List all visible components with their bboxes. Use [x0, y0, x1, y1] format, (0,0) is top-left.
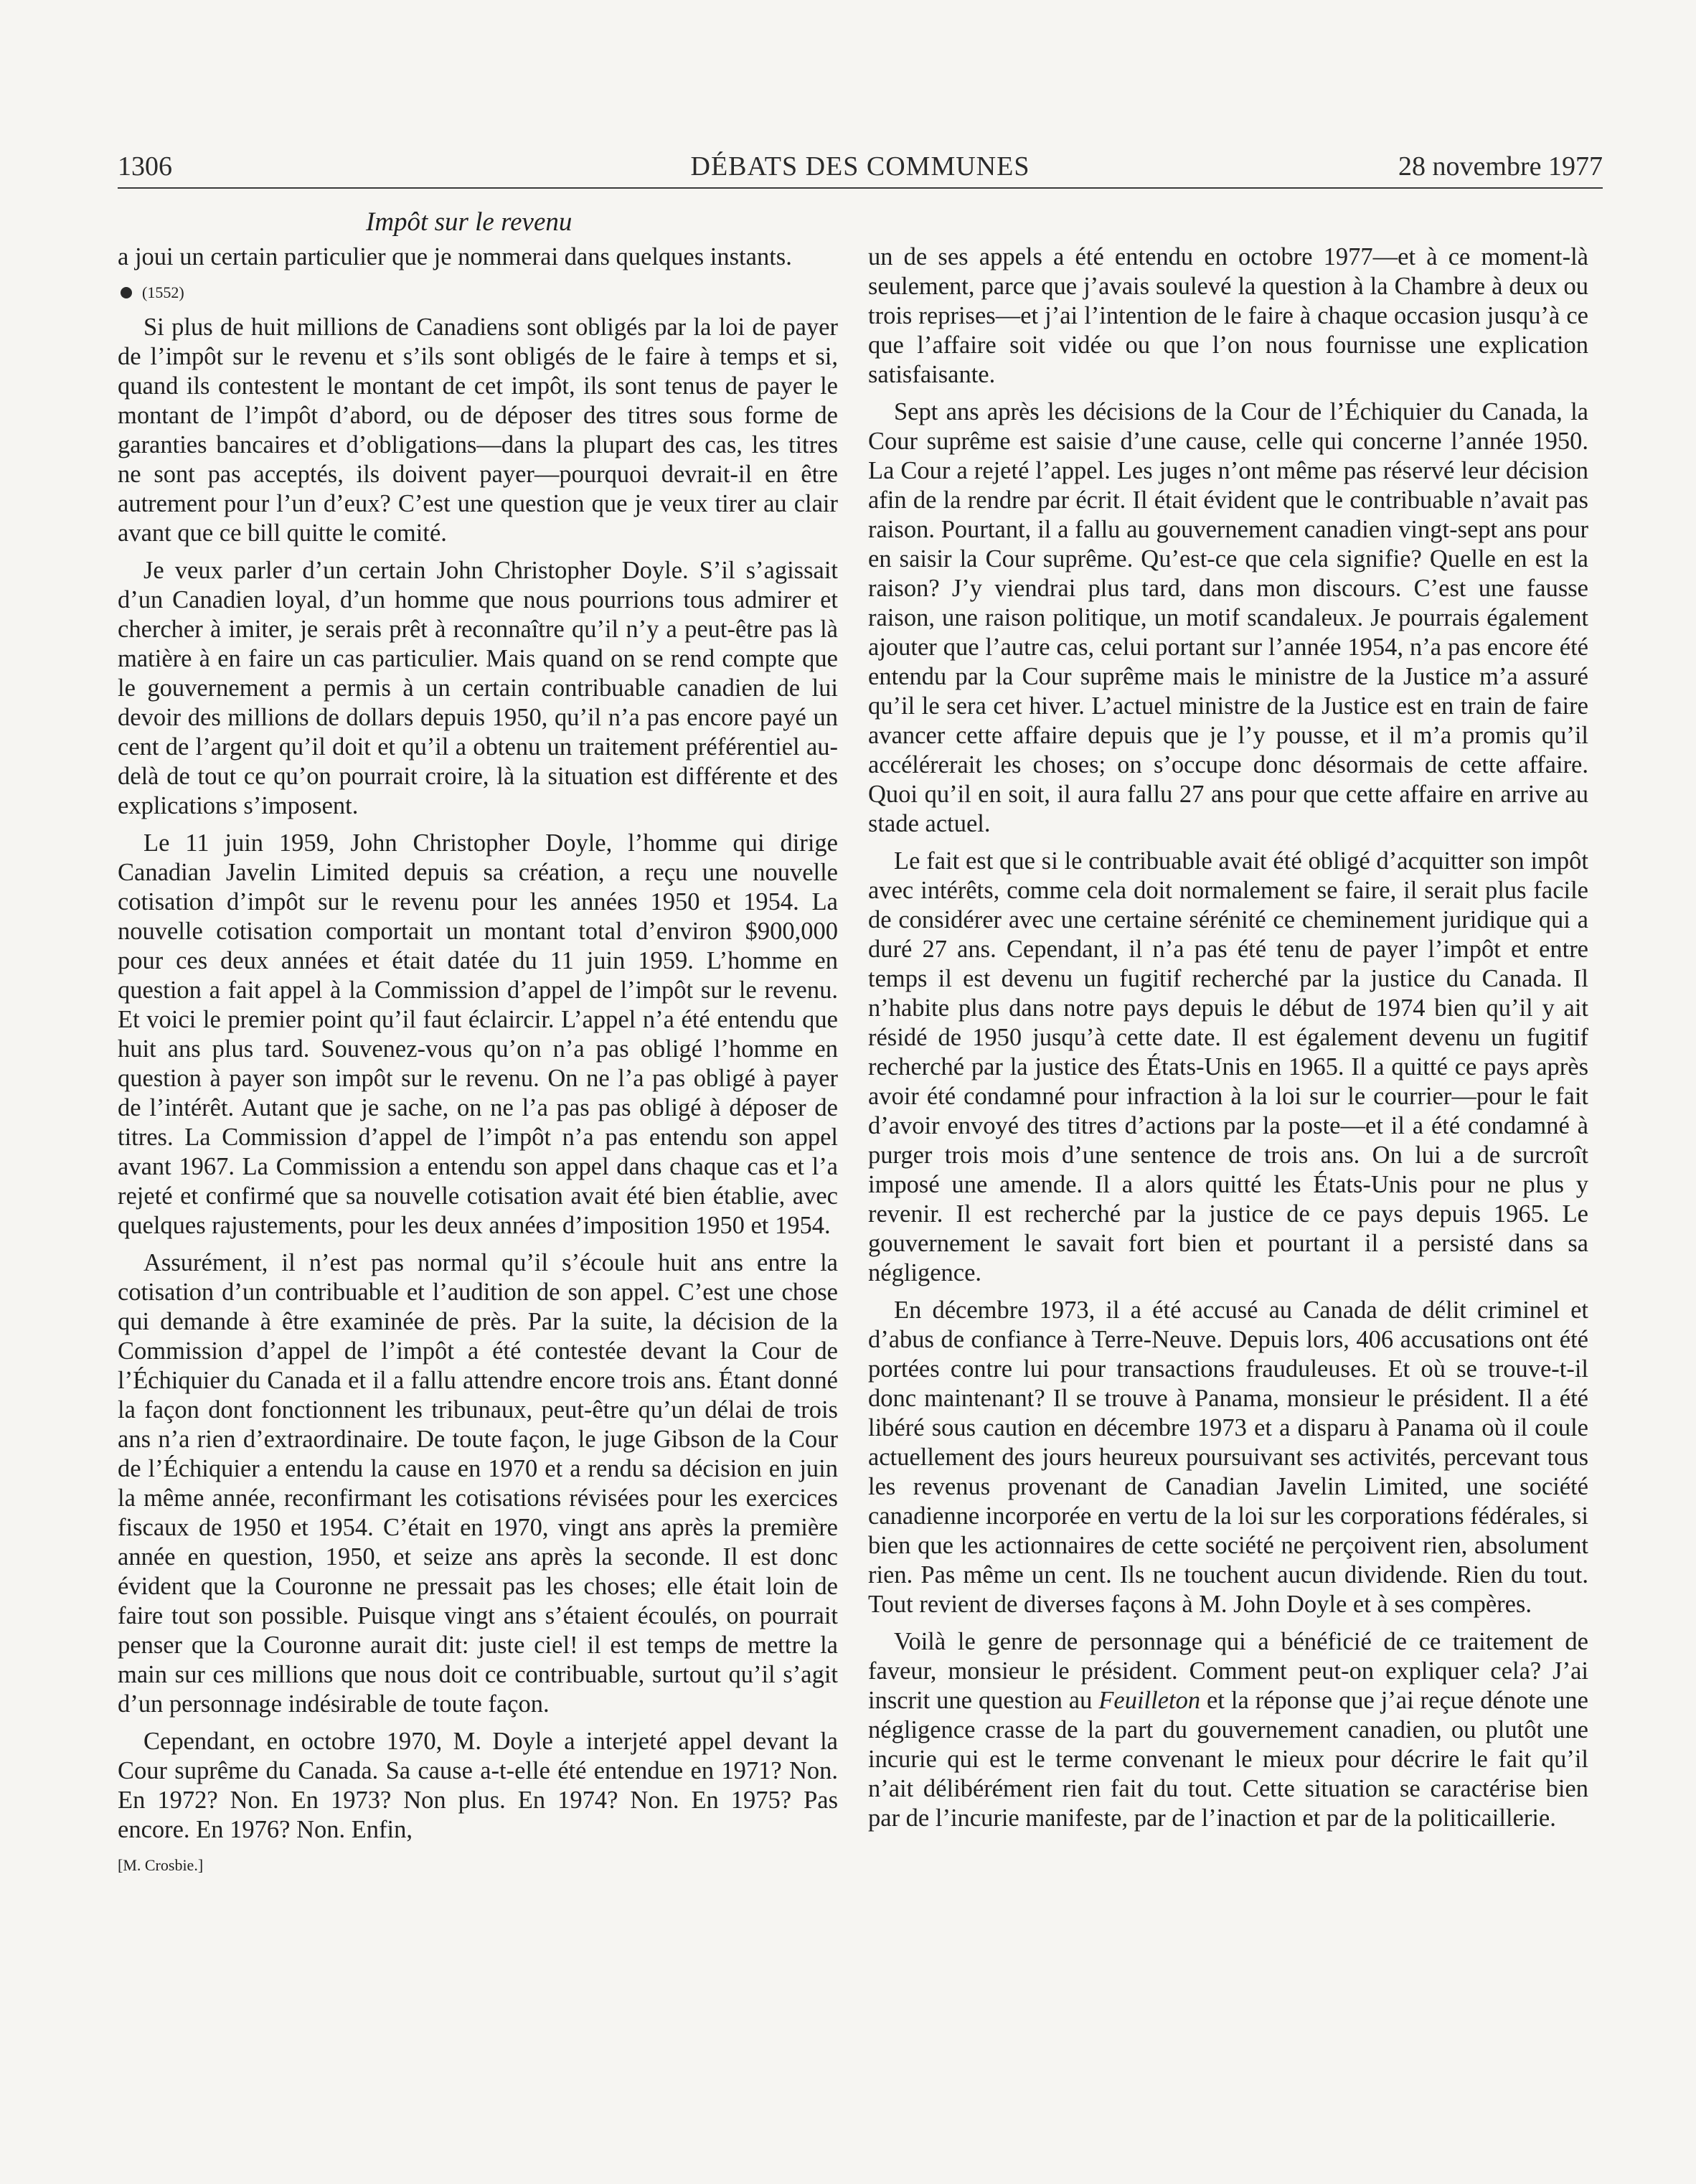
- time-marker-text: (1552): [142, 283, 184, 301]
- paragraph: Si plus de huit millions de Canadiens sont obligés par la loi de payer de l’impôt sur le revenu et s’ils sont obligés de le faire à temps et si, quand ils contestent le montant de cet impôt, ils sont tenus de payer le montant de l’impôt d’abord, ou de déposer des titres sous forme de garanties bancaires et d’obligations—dans la plupart des cas, les titres ne sont pas acceptés, ils doivent payer—pourquoi devrait-il en être autrement pour l’un d’eux? C’est une question que je veux tirer au clair avant que ce bill quitte le comité.: [118, 314, 838, 547]
- paragraph: a joui un certain particulier que je nommerai dans quelques instants.: [118, 243, 792, 270]
- paragraph: un de ses appels a été entendu en octobre 1977—et à ce moment-là seulement, parce que j’avais soulevé la question à la Chambre à deux ou trois reprises—et j’ai l’intention de le faire à chaque occasion jusqu’à ce que l’affaire soit vidée ou que l’on nous fournisse une explication satisfaisante.: [868, 243, 1588, 388]
- paragraph: En décembre 1973, il a été accusé au Canada de délit criminel et d’abus de confiance à Terre-Neuve. Depuis lors, 406 accusations ont été portées contre lui pour transactions frauduleuses. Et où se trouve-t-il donc maintenant? Il se trouve à Panama, monsieur le président. Il a été libéré sous caution en décembre 1973 et a disparu à Panama où il coule actuellement des jours heureux poursuivant ses activités, percevant tous les revenus provenant de Canadian Javelin Limited, une société canadienne incorporée en vertu de la loi sur les corporations fédérales, si bien que les actionnaires de cette société ne perçoivent rien, absolument rien. Pas même un cent. Ils ne touchent aucun dividende. Rien du tout. Tout revient de diverses façons à M. John Doyle et à ses compères.: [868, 1296, 1588, 1618]
- paragraph: Le fait est que si le contribuable avait été obligé d’acquitter son impôt avec intérêts, comme cela doit normalement se faire, il serait plus facile de considérer avec une certaine sérénité ce cheminement juridique qui a duré 27 ans. Cependant, il n’a pas été tenu de payer l’impôt et entre temps il est devenu un fugitif recherché par la justice du Canada. Il n’habite plus dans notre pays depuis le début de 1974 bien qu’il y ait résidé de 1950 jusqu’à cette date. Il est également devenu un fugitif recherché par la justice des États-Unis en 1965. Il a quitté ce pays après avoir été condamné pour infraction à la loi sur le courrier—pour le fait d’avoir envoyé des titres d’actions par la poste—et il a été condamné à purger trois mois d’une sentence de trois ans. On lui a de surcroît imposé une amende. Il a alors quitté les États-Unis pour ne plus y revenir. Il est recherché par la justice de ce pays depuis 1965. Le gouvernement le savait fort bien et pourtant il a persisté dans sa négligence.: [868, 847, 1588, 1286]
- paragraph-text: et la réponse que j’ai reçue dénote une négligence crasse de la part du gouvernement canadien, ou plutôt une incurie qui est le terme convenant le mieux pour décrire le fait qu’il n’ait délibérément rien fait du tout. Cette situation se caractérise bien par de l’incurie manifeste, par de l’inaction et par de la politicaillerie.: [868, 1687, 1588, 1832]
- left-column: [118, 243, 838, 2122]
- time-marker: [118, 280, 838, 306]
- paragraph: Je veux parler d’un certain John Christopher Doyle. S’il s’agissait d’un Canadien loyal, d’un homme que nous pourrions tous admirer et chercher à imiter, je serais prêt à reconnaître qu’il n’y a peut-être pas là matière à en faire un cas particulier. Mais quand on se rend compte que le gouvernement a permis à un certain contribuable canadien de lui devoir des millions de dollars depuis 1950, qu’il n’a pas encore payé un cent de l’argent qu’il doit et qu’il a obtenu un traitement préférentiel au-delà de tout ce qu’on pourrait croire, là la situation est différente et des explications s’imposent.: [118, 557, 838, 819]
- page-date: 28 novembre 1977: [1398, 151, 1603, 182]
- paragraph: [868, 1627, 1588, 1833]
- paragraph: Le 11 juin 1959, John Christopher Doyle, l’homme qui dirige Canadian Javelin Limited depuis sa création, a reçu une nouvelle cotisation d’impôt sur le revenu pour les années 1950 et 1954. La nouvelle cotisation comportait un montant total d’environ $900,000 pour ces deux années et était datée du 11 juin 1959. L’homme en question a fait appel à la Commission d’appel de l’impôt sur le revenu. Et voici le premier point qu’il faut éclaircir. L’appel n’a été entendu que huit ans plus tard. Souvenez-vous qu’on n’a pas obligé l’homme en question à payer son impôt sur le revenu. On ne l’a pas obligé à payer de l’intérêt. Autant que je sache, on ne l’a pas pas obligé à déposer de titres. La Commission d’appel de l’impôt n’a pas entendu son appel avant 1967. La Commission a entendu son appel dans chaque cas et l’a rejeté et confirmé que sa nouvelle cotisation avait été bien établie, avec quelques rajustements, pour les deux années d’imposition 1950 et 1954.: [118, 829, 838, 1239]
- subject-heading: Impôt sur le revenu: [366, 207, 573, 237]
- paragraph-text: Voilà le genre de personnage qui a bénéficié de ce traitement de faveur, monsieur le président. Comment peut-on expliquer cela? J’ai inscrit une question au: [868, 1628, 1588, 1714]
- paragraph: Sept ans après les décisions de la Cour de l’Échiquier du Canada, la Cour suprême est saisie d’une cause, celle qui concerne l’année 1950. La Cour a rejeté l’appel. Les juges n’ont même pas réservé leur décision afin de la rendre par écrit. Il était évident que le contribuable n’avait pas raison. Pourtant, il a fallu au gouvernement canadien vingt-sept ans pour en saisir la Cour suprême. Qu’est-ce que cela signifie? Quelle en est la raison? J’y viendrai plus tard, dans mon discours. C’est une fausse raison, une raison politique, un motif scandaleux. Je pourrais également ajouter que l’autre cas, celui portant sur l’année 1954, n’a pas encore été entendu par la Cour suprême mais le ministre de la Justice m’a assuré qu’il le sera cet hiver. L’actuel ministre de la Justice est en train de faire avancer cette affaire depuis que je l’y pousse, et il m’a promis qu’il accélérerait les choses; on s’occupe donc désormais de cette affaire. Quoi qu’il en soit, il aura fallu 27 ans pour que cette affaire en arrive au stade actuel.: [868, 398, 1588, 837]
- header-rule: [118, 187, 1603, 189]
- bullet-icon: [121, 287, 132, 298]
- right-column: [868, 243, 1588, 2122]
- page-number: 1306: [118, 151, 172, 182]
- page-header: [118, 148, 1603, 185]
- paragraph: Assurément, il n’est pas normal qu’il s’écoule huit ans entre la cotisation d’un contribuable et l’audition de son appel. C’est une chose qui demande à être examinée de près. Par la suite, la décision de la Commission d’appel de l’impôt a été contestée devant la Cour de l’Échiquier du Canada et il a fallu attendre encore trois ans. Étant donné la façon dont fonctionnent les tribunaux, peut-être qu’un délai de trois ans n’a rien d’extraordinaire. De toute façon, le juge Gibson de la Cour de l’Échiquier a entendu la cause en 1970 et a rendu sa décision en juin la même année, reconfirmant les cotisations révisées pour les exercices fiscaux de 1950 et 1954. C’était en 1970, vingt ans après la première année en question, 1950, et seize ans après la seconde. Il est donc évident que la Couronne ne pressait pas les choses; elle était loin de faire tout son possible. Puisque vingt ans s’étaient écoulés, on pourrait penser que la Couronne aurait dit: juste ciel! il est temps de mettre la main sur ces millions que nous doit ce contribuable, surtout qu’il s’agit d’un personnage indésirable de toute façon.: [118, 1249, 838, 1718]
- publication-title: DÉBATS DES COMMUNES: [690, 151, 1030, 182]
- paragraph: Cependant, en octobre 1970, M. Doyle a interjeté appel devant la Cour suprême du Canada. Sa cause a-t-elle été entendue en 1971? Non. En 1972? Non. En 1973? Non plus. En 1974? Non. En 1975? Pas encore. En 1976? Non. Enfin,: [118, 1728, 838, 1843]
- speaker-attribution: [M. Crosbie.]: [118, 1856, 204, 1874]
- emphasized-title: Feuilleton: [1098, 1687, 1201, 1714]
